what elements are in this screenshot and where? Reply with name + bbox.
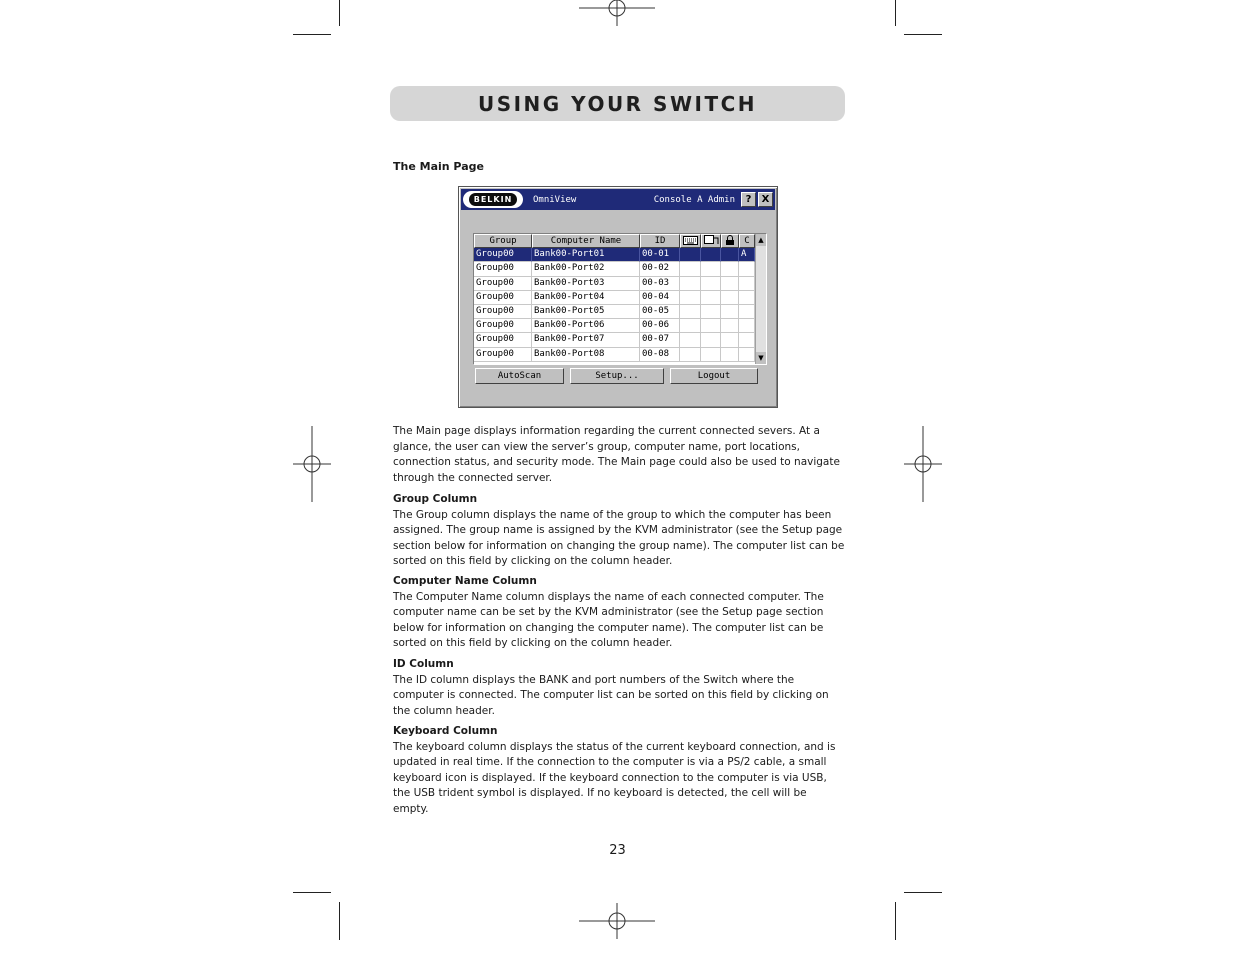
cell-video (701, 277, 721, 291)
cell-lock (721, 333, 739, 347)
cell-id: 00-01 (640, 248, 680, 262)
scrollbar[interactable] (755, 234, 766, 364)
crop-mark (904, 34, 942, 35)
cell-computer-name: Bank00-Port02 (532, 262, 640, 276)
computer-list (473, 233, 767, 365)
cell-id: 00-02 (640, 262, 680, 276)
page-title-bar (390, 86, 845, 121)
cell-id: 00-04 (640, 291, 680, 305)
cell-c (739, 291, 755, 305)
crop-mark (895, 902, 896, 940)
cell-id: 00-03 (640, 277, 680, 291)
table-header (474, 234, 755, 248)
column-header-keyboard[interactable] (680, 234, 701, 248)
crop-mark (895, 0, 896, 26)
cell-group: Group00 (474, 305, 532, 319)
keyboard-column-text: The keyboard column displays the status of the current keyboard connection, and is updated in real time. If the connection to the computer is via a PS/2 cable, a small keyboard icon is displayed. If the keyboard connection to the computer is via USB, the USB trident symbol is displayed. If no keyboard is detected, the cell will be empty. (393, 740, 836, 815)
cell-c: A (739, 248, 755, 262)
cell-keyboard (680, 291, 701, 305)
group-column-heading: Group Column (393, 493, 478, 505)
registration-mark-icon (904, 426, 942, 502)
table-row[interactable] (474, 291, 755, 305)
cell-group: Group00 (474, 319, 532, 333)
computer-name-text: The Computer Name column displays the name of each connected computer. The computer name can be set by the KVM administrator (see the Setup page section below for information on changing the computer name). The computer list can be sorted on this field by clicking on the column header. (393, 590, 824, 649)
close-icon: X (761, 194, 770, 205)
cell-c (739, 305, 755, 319)
cell-group: Group00 (474, 277, 532, 291)
table-row[interactable] (474, 277, 755, 291)
cell-keyboard (680, 262, 701, 276)
button-bar (475, 368, 763, 385)
cell-lock (721, 305, 739, 319)
omniview-window (458, 186, 778, 408)
cell-lock (721, 319, 739, 333)
app-name: OmniView (533, 194, 577, 205)
cell-video (701, 248, 721, 262)
cell-keyboard (680, 319, 701, 333)
registration-mark-icon (293, 426, 331, 502)
id-column-section (393, 652, 845, 719)
cell-computer-name: Bank00-Port01 (532, 248, 640, 262)
cell-computer-name: Bank00-Port08 (532, 348, 640, 362)
computer-name-section (393, 569, 845, 652)
help-button[interactable] (741, 192, 756, 207)
cell-c (739, 277, 755, 291)
close-button[interactable] (758, 192, 773, 207)
section-heading: The Main Page (393, 160, 484, 173)
crop-mark (293, 892, 331, 893)
keyboard-column-section (393, 719, 845, 817)
table-row[interactable] (474, 333, 755, 347)
cell-c (739, 333, 755, 347)
crop-mark (904, 892, 942, 893)
intro-paragraph: The Main page displays information regarding the current connected severs. At a glance, the user can view the server’s group, computer name, port locations, connection status, and security mode. The Main page could also be used to navigate through the connected server. (393, 425, 840, 484)
column-header-id[interactable]: ID (640, 234, 680, 248)
cell-computer-name: Bank00-Port06 (532, 319, 640, 333)
registration-mark-icon (579, 903, 655, 939)
autoscan-button[interactable]: AutoScan (475, 368, 564, 384)
cell-id: 00-08 (640, 348, 680, 362)
cell-c (739, 262, 755, 276)
scroll-up-icon[interactable]: ▲ (756, 234, 766, 246)
cell-lock (721, 277, 739, 291)
cell-group: Group00 (474, 333, 532, 347)
lock-icon (725, 235, 735, 245)
table-row[interactable] (474, 248, 755, 262)
table-row[interactable] (474, 348, 755, 362)
cell-id: 00-05 (640, 305, 680, 319)
cell-video (701, 305, 721, 319)
keyboard-icon (683, 235, 698, 245)
cell-group: Group00 (474, 348, 532, 362)
cell-video (701, 262, 721, 276)
crop-mark (339, 0, 340, 26)
help-icon: ? (745, 194, 752, 205)
table-row[interactable] (474, 262, 755, 276)
column-header-group[interactable]: Group (474, 234, 532, 248)
cell-computer-name: Bank00-Port04 (532, 291, 640, 305)
cell-video (701, 319, 721, 333)
column-header-c[interactable]: C (739, 234, 755, 248)
cell-keyboard (680, 248, 701, 262)
id-column-text: The ID column displays the BANK and port numbers of the Switch where the computer is connected. The computer list can be sorted on this field by clicking on the column header. (393, 673, 829, 717)
registration-mark-icon (579, 0, 655, 26)
computer-table (474, 234, 755, 362)
id-column-heading: ID Column (393, 658, 454, 670)
computer-name-heading: Computer Name Column (393, 575, 537, 587)
page-title: USING YOUR SWITCH (477, 91, 758, 116)
column-header-lock[interactable] (721, 234, 739, 248)
console-label: Console A Admin (653, 194, 735, 205)
cell-id: 00-07 (640, 333, 680, 347)
cell-id: 00-06 (640, 319, 680, 333)
scroll-down-icon[interactable]: ▼ (756, 352, 766, 364)
column-header-computer-name[interactable]: Computer Name (532, 234, 640, 248)
cell-video (701, 291, 721, 305)
cell-computer-name: Bank00-Port05 (532, 305, 640, 319)
cell-keyboard (680, 305, 701, 319)
cell-keyboard (680, 277, 701, 291)
belkin-logo (463, 191, 523, 208)
cell-video (701, 333, 721, 347)
cell-video (701, 348, 721, 362)
page-number: 23 (609, 843, 626, 858)
monitor-icon (704, 235, 719, 245)
group-column-section (393, 487, 845, 570)
cell-keyboard (680, 333, 701, 347)
cell-lock (721, 291, 739, 305)
setup-button[interactable]: Setup... (570, 368, 664, 384)
keyboard-column-heading: Keyboard Column (393, 725, 498, 737)
table-row[interactable] (474, 305, 755, 319)
crop-mark (339, 902, 340, 940)
crop-mark (293, 34, 331, 35)
cell-computer-name: Bank00-Port07 (532, 333, 640, 347)
cell-lock (721, 262, 739, 276)
omniview-titlebar (461, 189, 775, 210)
cell-lock (721, 248, 739, 262)
belkin-logo-text: BELKIN (469, 193, 518, 206)
cell-c (739, 319, 755, 333)
cell-lock (721, 348, 739, 362)
cell-group: Group00 (474, 248, 532, 262)
logout-button[interactable]: Logout (670, 368, 758, 384)
cell-group: Group00 (474, 262, 532, 276)
cell-keyboard (680, 348, 701, 362)
cell-computer-name: Bank00-Port03 (532, 277, 640, 291)
cell-group: Group00 (474, 291, 532, 305)
group-column-text: The Group column displays the name of the group to which the computer has been assigned. The group name is assigned by the KVM administrator (see the Setup page section below for information on changing the group name). The computer list can be sorted on this field by clicking on the column header. (393, 508, 845, 567)
table-row[interactable] (474, 319, 755, 333)
cell-c (739, 348, 755, 362)
column-header-video[interactable] (701, 234, 721, 248)
